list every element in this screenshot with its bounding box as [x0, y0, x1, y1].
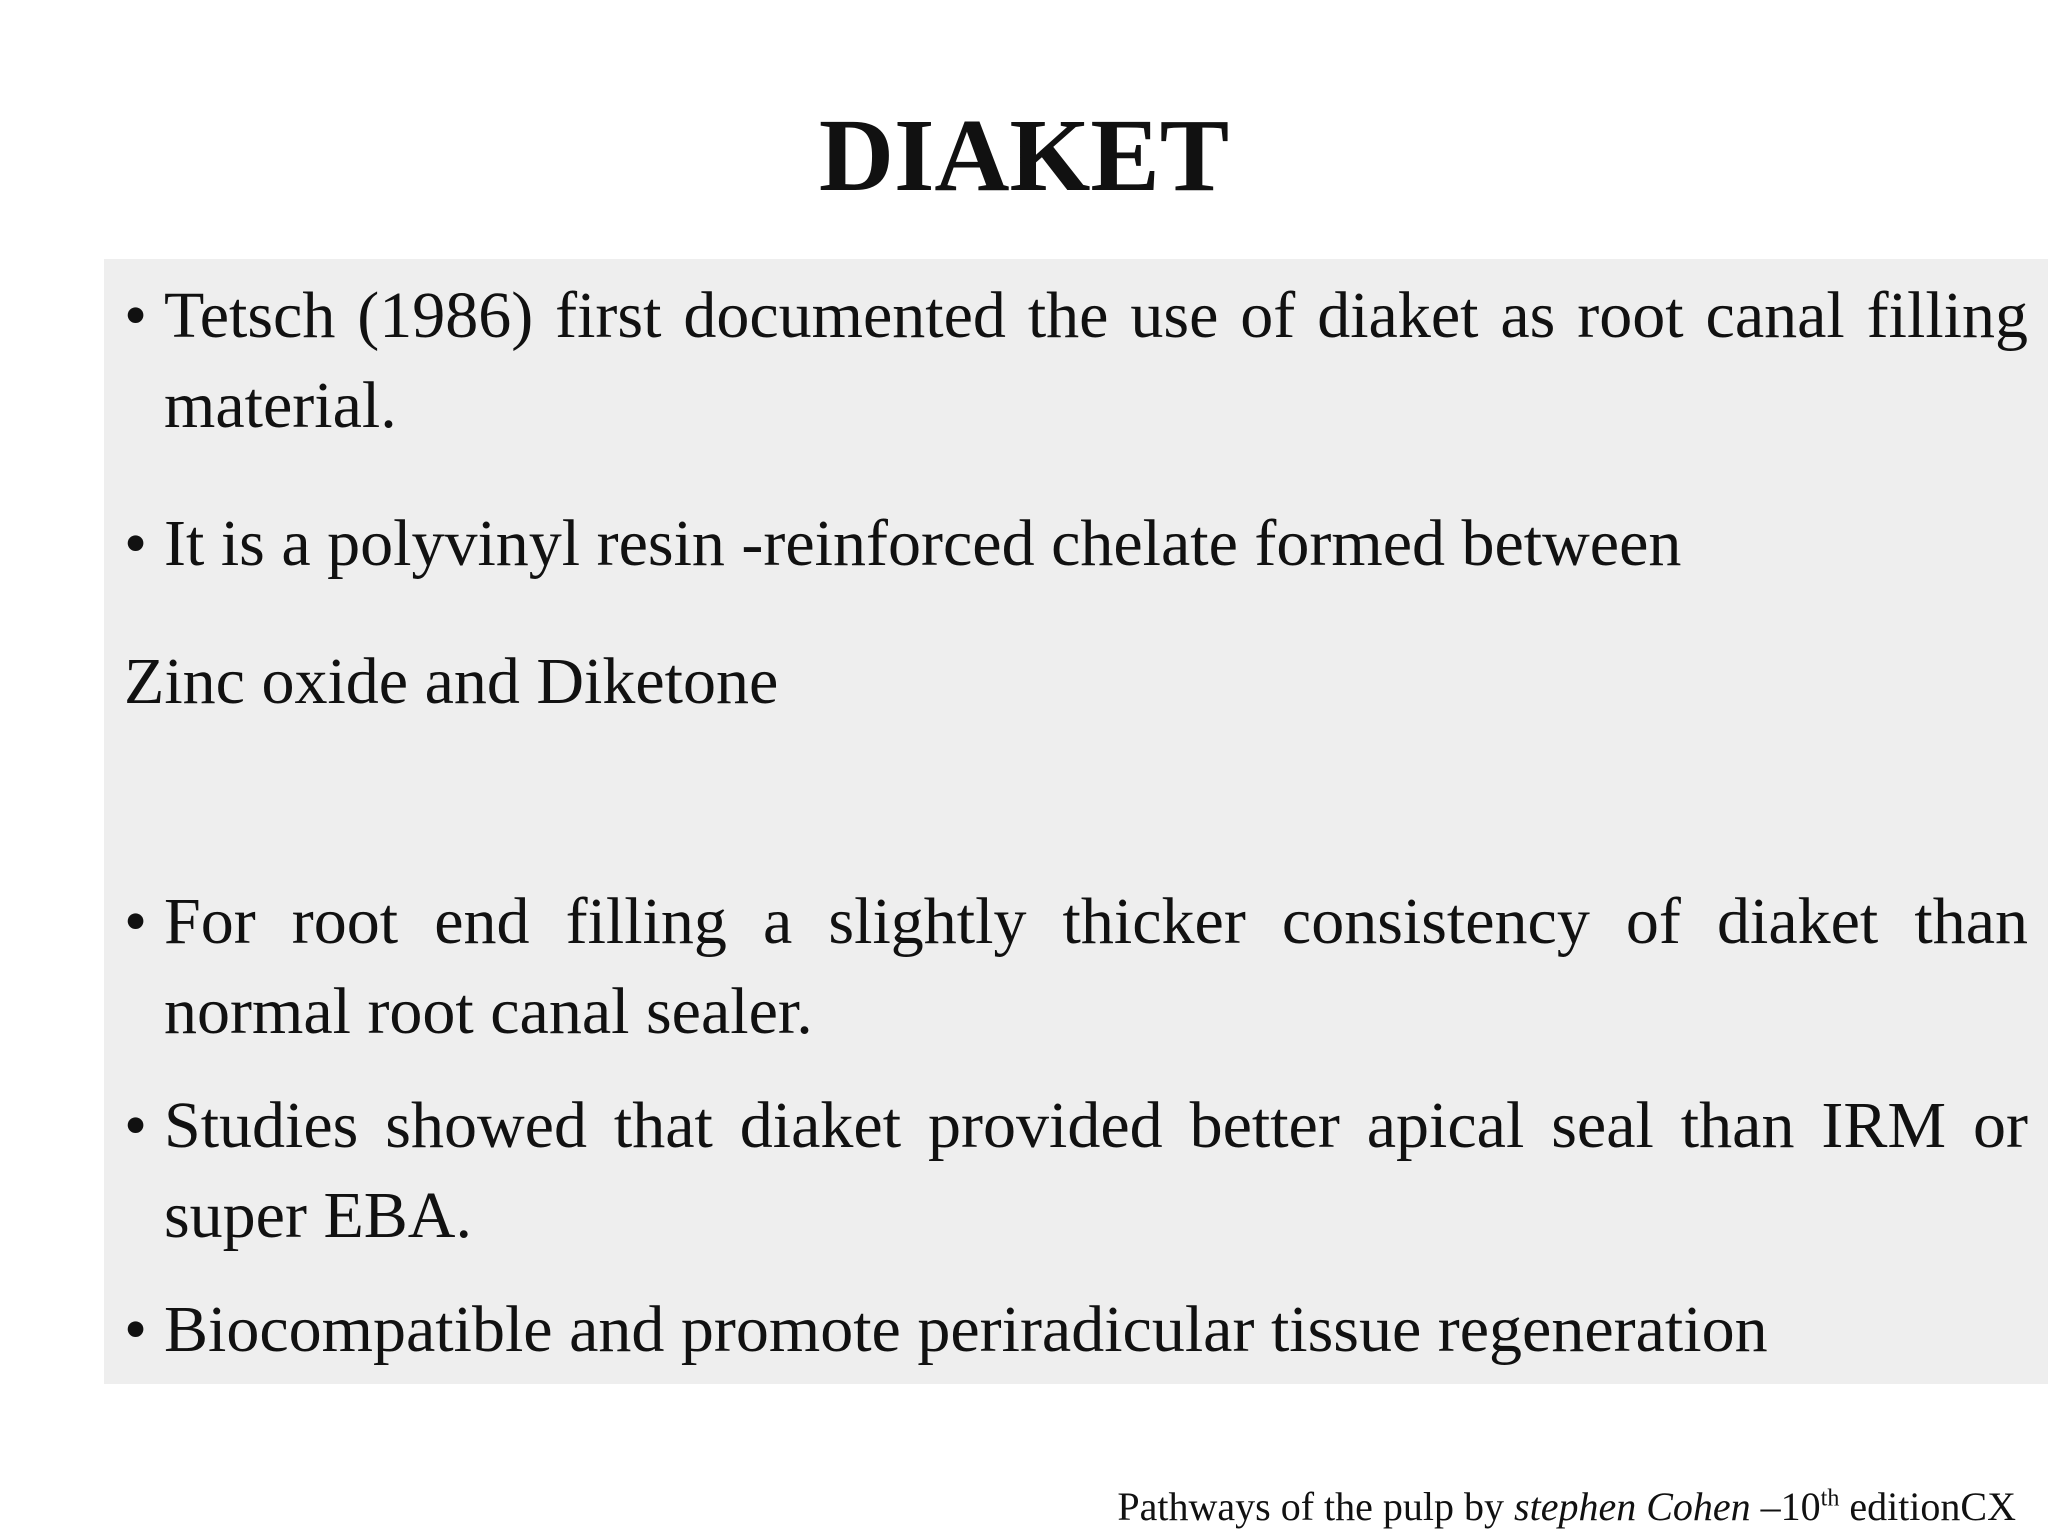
- bullet-text: Studies showed that diaket provided better apical seal than IRM or super EBA.: [164, 1089, 2028, 1252]
- bullet-icon: •: [124, 507, 148, 580]
- bullet-text: It is a polyvinyl resin -reinforced chelate formed between: [164, 507, 1682, 580]
- bullet-icon: •: [124, 279, 148, 352]
- plain-text-line: Zinc oxide and Diketone: [124, 645, 779, 718]
- bullet-item: [124, 1081, 2028, 1261]
- source-citation: [1117, 1482, 2016, 1532]
- bullet-text: Tetsch (1986) first documented the use of diaket as root canal filling material.: [164, 279, 2028, 442]
- slide-title: DIAKET: [818, 98, 1230, 213]
- bullet-item: [124, 271, 2028, 451]
- citation-author: stephen Cohen: [1514, 1484, 1751, 1529]
- content-panel: [104, 259, 2048, 1384]
- bullet-text: For root end filling a slightly thicker consistency of diaket than normal root canal sealer.: [164, 885, 2028, 1048]
- citation-edition: –10: [1750, 1484, 1821, 1529]
- citation-superscript: th: [1820, 1485, 1840, 1512]
- bullet-icon: •: [124, 885, 148, 958]
- citation-suffix: editionCX: [1839, 1484, 2016, 1529]
- bullet-item: [124, 499, 2028, 589]
- bullet-item: [124, 1285, 2028, 1375]
- bullet-icon: •: [124, 1293, 148, 1366]
- bullet-text: Biocompatible and promote periradicular tissue regeneration: [164, 1293, 1768, 1366]
- bullet-item: [124, 877, 2028, 1057]
- bullet-icon: •: [124, 1089, 148, 1162]
- citation-prefix: Pathways of the pulp by: [1117, 1484, 1515, 1529]
